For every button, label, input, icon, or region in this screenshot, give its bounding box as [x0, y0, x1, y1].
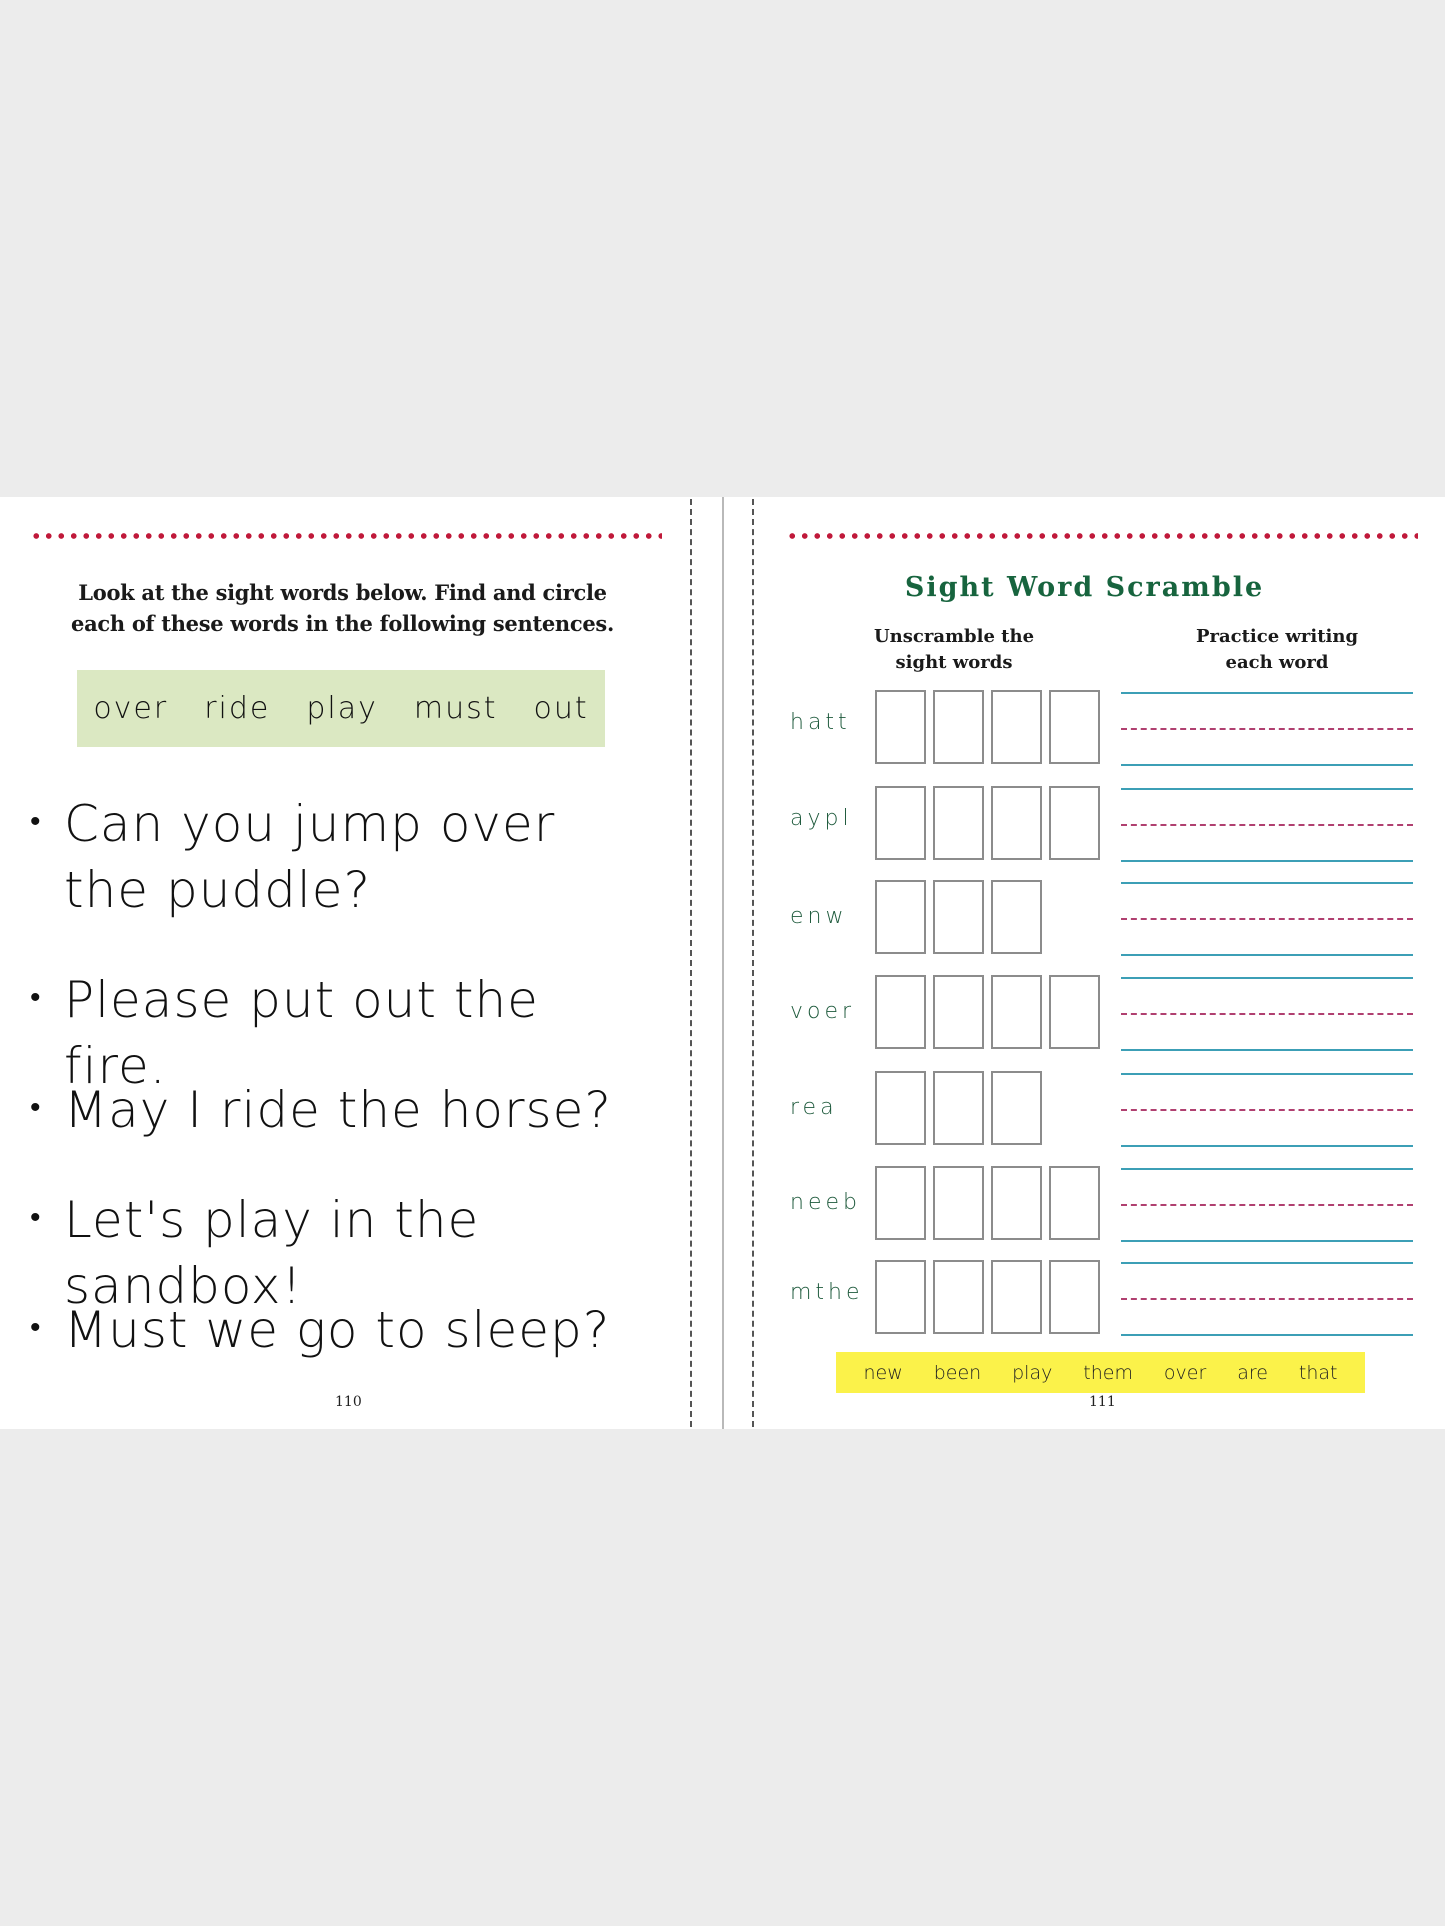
sentence-line: Please put out the fire. — [64, 971, 539, 1095]
scramble-row — [724, 1260, 1445, 1338]
guide-line-top — [1121, 692, 1413, 694]
letter-box[interactable] — [933, 690, 984, 764]
word-bank-word: must — [413, 691, 498, 726]
guide-line-middle[interactable] — [1121, 1013, 1413, 1015]
guide-line-middle[interactable] — [1121, 1204, 1413, 1206]
right-page — [724, 497, 1445, 1429]
word-bank-word: are — [1237, 1361, 1268, 1384]
bullet-icon: • — [30, 1309, 42, 1345]
bullet-icon: • — [30, 1199, 42, 1235]
word-bank-word: out — [533, 691, 589, 726]
word-bank-word: over — [93, 691, 169, 726]
letter-box[interactable] — [875, 786, 926, 860]
book-spread — [0, 497, 1445, 1429]
letter-box[interactable] — [875, 975, 926, 1049]
letter-box[interactable] — [875, 690, 926, 764]
letter-box[interactable] — [1049, 1260, 1100, 1334]
fold-line — [690, 499, 692, 1427]
column-header-line: Unscramble the — [873, 626, 1035, 647]
scrambled-word: mthe — [790, 1280, 864, 1305]
scrambled-word: enw — [790, 904, 848, 929]
word-bank-word: ride — [204, 691, 271, 726]
letter-box[interactable] — [991, 975, 1042, 1049]
bullet-icon: • — [30, 979, 42, 1015]
instructions — [40, 577, 645, 639]
sentence-line: the puddle? — [64, 861, 372, 919]
guide-line-bottom — [1121, 954, 1413, 956]
guide-line-middle[interactable] — [1121, 1109, 1413, 1111]
letter-box[interactable] — [875, 880, 926, 954]
guide-line-bottom — [1121, 764, 1413, 766]
letter-box[interactable] — [875, 1166, 926, 1240]
page-title: Sight Word Scramble — [904, 572, 1265, 603]
guide-line-bottom — [1121, 1240, 1413, 1242]
scrambled-word: aypl — [790, 806, 853, 831]
word-bank-word: them — [1083, 1361, 1133, 1384]
guide-line-middle[interactable] — [1121, 728, 1413, 730]
word-bank-word: over — [1163, 1361, 1207, 1384]
sentence — [30, 791, 624, 923]
instructions-line: Look at the sight words below. Find and circle — [78, 580, 607, 605]
letter-box[interactable] — [991, 1071, 1042, 1145]
scramble-row — [724, 1071, 1445, 1149]
sentence-line: May I ride the horse? — [64, 1081, 612, 1139]
letter-box[interactable] — [991, 1260, 1042, 1334]
column-header-practice — [1177, 624, 1377, 676]
letter-box[interactable] — [1049, 690, 1100, 764]
guide-line-bottom — [1121, 1334, 1413, 1336]
scrambled-word: voer — [790, 999, 856, 1024]
guide-line-top — [1121, 882, 1413, 884]
sentence-line: Let's play in the sandbox! — [64, 1191, 480, 1315]
letter-box[interactable] — [991, 880, 1042, 954]
left-page — [0, 497, 722, 1429]
word-bank-word: play — [306, 691, 378, 726]
scramble-row — [724, 880, 1445, 958]
page-number: 110 — [335, 1394, 362, 1410]
letter-box[interactable] — [1049, 975, 1100, 1049]
guide-line-middle[interactable] — [1121, 1298, 1413, 1300]
sentence — [30, 1077, 624, 1147]
letter-box[interactable] — [933, 1260, 984, 1334]
guide-line-top — [1121, 1168, 1413, 1170]
dotted-border-top — [786, 532, 1418, 540]
guide-line-top — [1121, 977, 1413, 979]
column-header-line: sight words — [895, 652, 1013, 673]
letter-box[interactable] — [991, 690, 1042, 764]
sentence-line: Must we go to sleep? — [64, 1301, 611, 1359]
letter-box[interactable] — [933, 975, 984, 1049]
column-header-unscramble — [854, 624, 1054, 676]
instructions-line: each of these words in the following sentences. — [71, 611, 614, 636]
letter-box[interactable] — [991, 786, 1042, 860]
word-bank-word: been — [933, 1361, 982, 1384]
scrambled-word: hatt — [790, 710, 851, 735]
word-bank — [77, 670, 605, 747]
letter-box[interactable] — [933, 1166, 984, 1240]
letter-box[interactable] — [1049, 1166, 1100, 1240]
column-header-line: each word — [1225, 652, 1329, 673]
scrambled-word: rea — [790, 1095, 838, 1120]
letter-box[interactable] — [933, 1071, 984, 1145]
guide-line-bottom — [1121, 1145, 1413, 1147]
scramble-row — [724, 975, 1445, 1053]
word-bank-word: that — [1298, 1361, 1338, 1384]
bullet-icon: • — [30, 1089, 42, 1125]
guide-line-bottom — [1121, 1049, 1413, 1051]
scramble-row — [724, 786, 1445, 864]
scrambled-word: neeb — [790, 1190, 861, 1215]
letter-box[interactable] — [933, 786, 984, 860]
word-bank-word: new — [863, 1361, 903, 1384]
guide-line-bottom — [1121, 860, 1413, 862]
letter-box[interactable] — [933, 880, 984, 954]
guide-line-top — [1121, 788, 1413, 790]
scramble-row — [724, 690, 1445, 768]
bullet-icon: • — [30, 803, 42, 839]
guide-line-top — [1121, 1073, 1413, 1075]
guide-line-middle[interactable] — [1121, 918, 1413, 920]
letter-box[interactable] — [875, 1071, 926, 1145]
guide-line-top — [1121, 1262, 1413, 1264]
sentence — [30, 1297, 624, 1367]
word-bank — [836, 1352, 1365, 1393]
dotted-border-top — [30, 532, 662, 540]
page-number: 111 — [1089, 1394, 1116, 1410]
sentence-line: Can you jump over — [64, 795, 556, 853]
letter-box[interactable] — [991, 1166, 1042, 1240]
letter-box[interactable] — [1049, 786, 1100, 860]
column-header-line: Practice writing — [1195, 626, 1359, 647]
scramble-row — [724, 1166, 1445, 1244]
word-bank-word: play — [1012, 1361, 1053, 1384]
guide-line-middle[interactable] — [1121, 824, 1413, 826]
letter-box[interactable] — [875, 1260, 926, 1334]
